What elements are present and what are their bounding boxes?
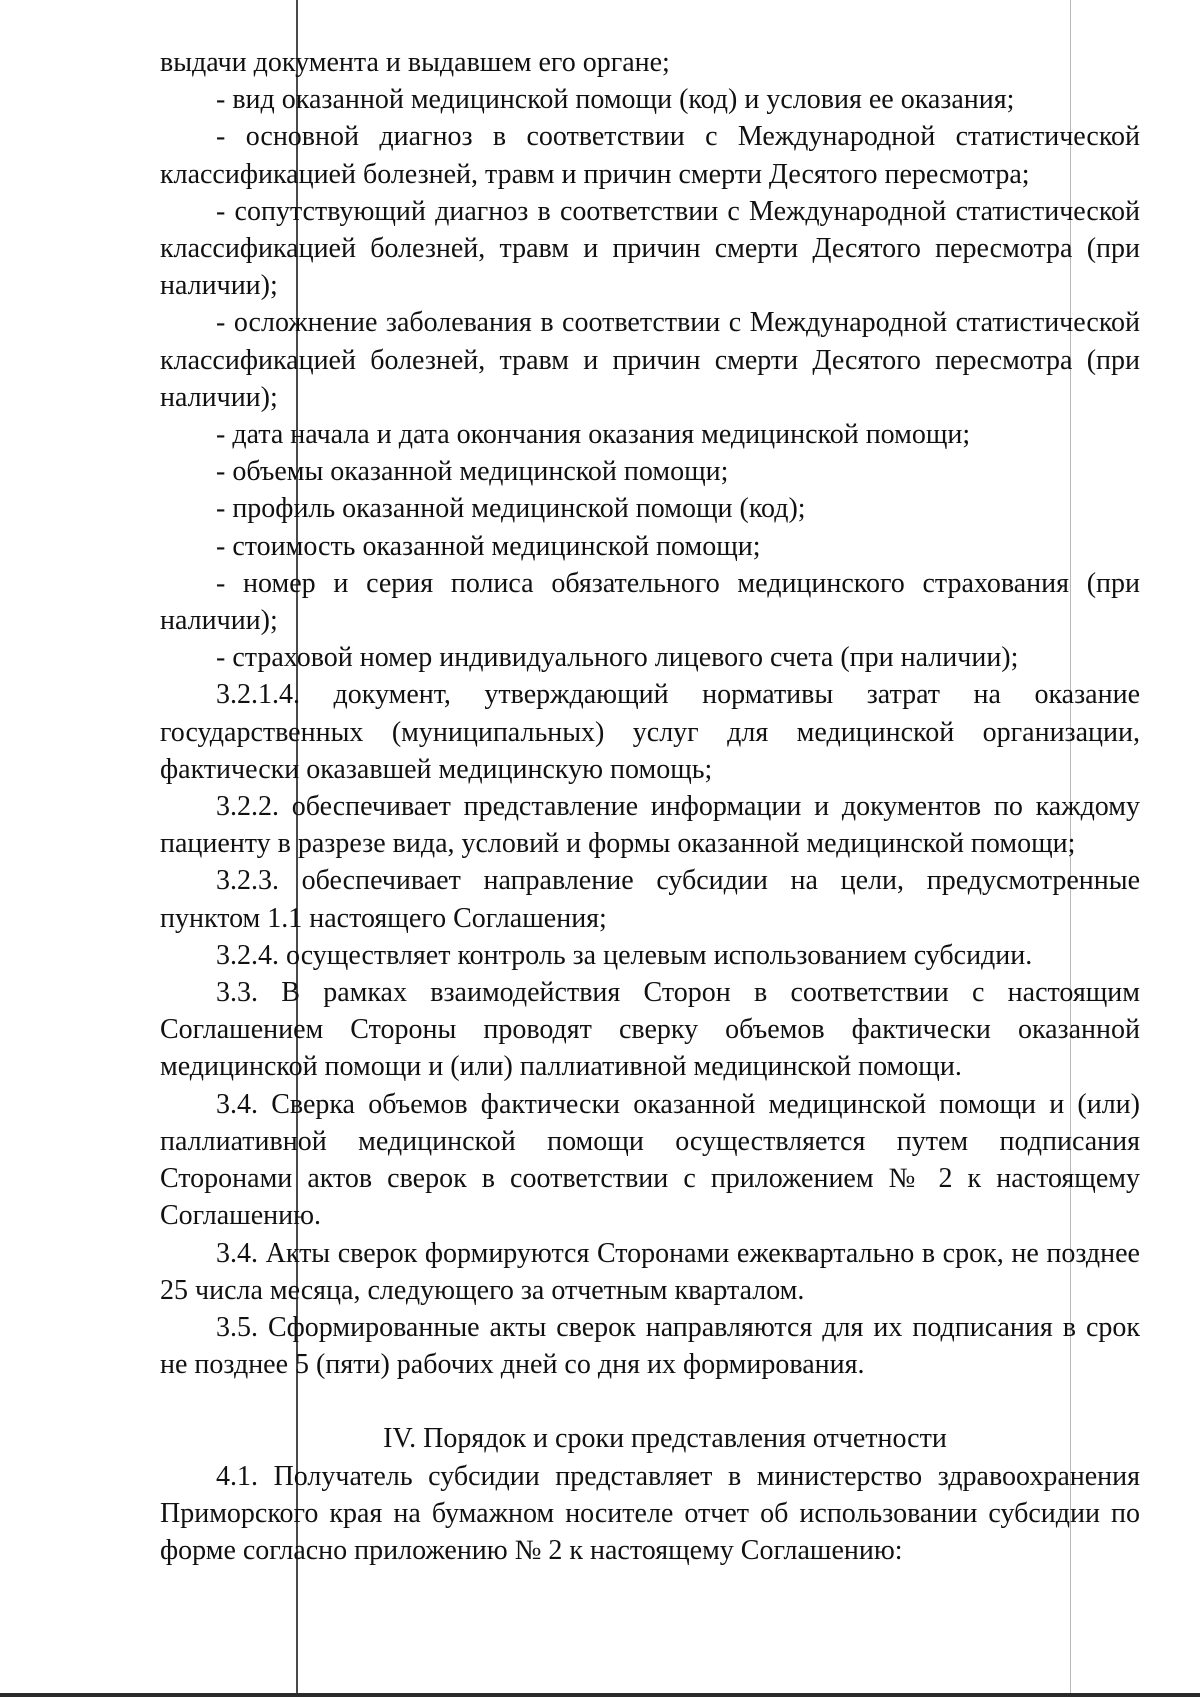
list-item: - основной диагноз в соответствии с Международной статистической классификацией болезней, травм и причин смерти Десятого пересмотра; (160, 121, 1140, 190)
list-item: - осложнение заболевания в соответствии с Международной статистической классификацией болезней, травм и причин смерти Десятого пересмотра (при наличии); (160, 307, 1140, 413)
section-spacer (160, 1383, 1140, 1420)
clause-paragraph: 3.2.1.4. документ, утверждающий нормативы затрат на оказание государственных (муниципальных) услуг для медицинской организации, фактически оказавшей медицинскую помощь; (160, 679, 1140, 785)
clause-paragraph: 3.4. Сверка объемов фактически оказанной медицинской помощи и (или) паллиативной медицинской помощи осуществляется путем подписания Сторонами актов сверок в соответствии с приложением № 2 к настоящему Соглашению. (160, 1088, 1140, 1232)
clause-paragraph: 3.2.2. обеспечивает представление информации и документов по каждому пациенту в разрезе вида, условий и формы оказанной медицинской помощи; (160, 791, 1140, 860)
list-item: - вид оказанной медицинской помощи (код) и условия ее оказания; (216, 84, 1015, 116)
list-item: - страховой номер индивидуального лицевого счета (при наличии); (216, 642, 1019, 674)
list-item: - стоимость оказанной медицинской помощи; (216, 530, 761, 562)
clause-paragraph: 3.3. В рамках взаимодействия Сторон в соответствии с настоящим Соглашением Стороны проводят сверку объемов фактически оказанной медицинской помощи и (или) паллиативной медицинской помощи. (160, 977, 1140, 1083)
document-body (160, 44, 1140, 1569)
paragraph: выдачи документа и выдавшем его органе; (160, 47, 670, 78)
clause-paragraph: 3.2.3. обеспечивает направление субсидии на цели, предусмотренные пунктом 1.1 настоящего Соглашения; (160, 865, 1140, 934)
scan-artifact-bottom-edge (0, 1693, 1200, 1697)
list-item: - дата начала и дата окончания оказания медицинской помощи; (216, 419, 971, 451)
clause-paragraph: 3.2.4. осуществляет контроль за целевым использованием субсидии. (216, 939, 1033, 971)
list-item: - объемы оказанной медицинской помощи; (216, 456, 729, 488)
list-item: - номер и серия полиса обязательного медицинского страхования (при наличии); (160, 567, 1140, 637)
section-heading: IV. Порядок и сроки представления отчетности (383, 1423, 947, 1455)
list-item: - профиль оказанной медицинской помощи (код); (216, 493, 806, 525)
clause-paragraph: 4.1. Получатель субсидии представляет в министерство здравоохранения Приморского края на бумажном носителе отчет об использовании субсидии по форме согласно приложению № 2 к настоящему Соглашению: (160, 1460, 1140, 1566)
clause-paragraph: 3.5. Сформированные акты сверок направляются для их подписания в срок не позднее 5 (пяти) рабочих дней со дня их формирования. (160, 1311, 1140, 1381)
clause-paragraph: 3.4. Акты сверок формируются Сторонами ежеквартально в срок, не позднее 25 числа месяца, следующего за отчетным кварталом. (160, 1237, 1140, 1306)
list-item: - сопутствующий диагноз в соответствии с Международной статистической классификацией болезней, травм и причин смерти Десятого пересмотра (при наличии); (160, 195, 1140, 302)
